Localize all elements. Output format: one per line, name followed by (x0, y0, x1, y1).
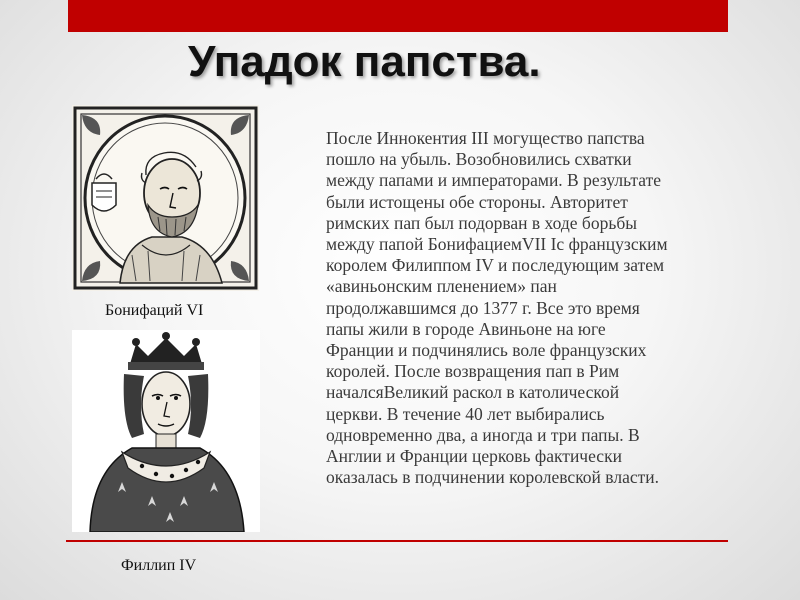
body-line: между папой БонифациемVII Iс французским (326, 234, 668, 255)
body-line: были истощены обе стороны. Авторитет (326, 191, 628, 212)
bottom-accent-line (66, 540, 728, 542)
portrait-philip-engraving (72, 330, 260, 532)
body-line: Франции и подчинялись воле французских (326, 340, 647, 361)
body-line: королей. После возвращения пап в Рим (326, 361, 620, 382)
portrait-1-caption: Бонифаций VI (105, 302, 204, 319)
portrait-2-caption: Филлип IV (121, 557, 197, 574)
body-line: церкви. В течение 40 лет выбирались (326, 403, 605, 424)
body-line: оказалась в подчинении королевской власти. (326, 467, 659, 488)
portrait-boniface-engraving (72, 105, 259, 291)
body-line: папы жили в городе Авиньоне на юге (326, 318, 606, 339)
body-line: «авиньонским пленением» пан (326, 276, 557, 297)
body-line: между папами и императорами. В результате (326, 170, 662, 191)
top-accent-bar (68, 0, 728, 32)
body-line: продолжавшимся до 1377 г. Все это время (326, 297, 640, 318)
body-line: Англии и Франции церковь фактически (326, 446, 622, 467)
slide-title: Упадок папства. (188, 37, 541, 86)
body-paragraph (326, 128, 736, 488)
body-line: римских пап был подорван в ходе борьбы (326, 212, 637, 233)
body-line: одновременно два, а иногда и три папы. В (326, 424, 640, 445)
body-line: После Иннокентия III могущество папства (326, 128, 645, 148)
body-line: пошло на убыль. Возобновились схватки (326, 149, 632, 170)
body-line: королем Филиппом IV и последующим затем (326, 255, 665, 276)
body-line: началсяВеликий раскол в католической (326, 382, 620, 403)
